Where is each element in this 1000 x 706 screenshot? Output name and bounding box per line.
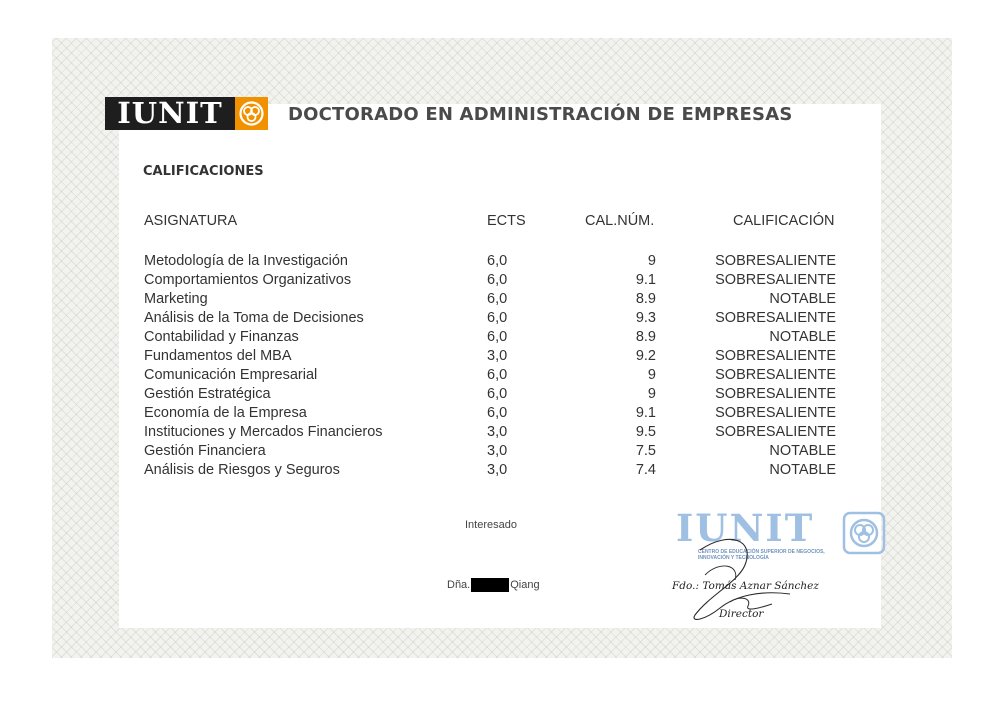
ects-cell: 3,0	[487, 424, 508, 440]
ects-cell: 6,0	[487, 329, 508, 345]
subject-cell: Fundamentos del MBA	[144, 348, 292, 364]
grade-cell: SOBRESALIENTE	[715, 348, 836, 364]
table-row	[0, 252, 1000, 271]
ects-cell: 6,0	[487, 310, 508, 326]
table-row	[0, 366, 1000, 385]
student-prefix: Dña.	[447, 579, 471, 591]
document-title: DOCTORADO EN ADMINISTRACIÓN DE EMPRESAS	[288, 104, 793, 125]
numeric-grade-cell: 9.3	[635, 310, 656, 326]
grade-cell: NOTABLE	[769, 462, 836, 478]
student-name: Qiang	[510, 579, 540, 591]
subject-cell: Gestión Estratégica	[144, 386, 271, 402]
subject-cell: Economía de la Empresa	[144, 405, 307, 421]
table-row	[0, 404, 1000, 423]
subject-cell: Contabilidad y Finanzas	[144, 329, 299, 345]
numeric-grade-cell: 8.9	[635, 329, 656, 345]
numeric-grade-cell: 9.1	[635, 272, 656, 288]
column-header-subject: ASIGNATURA	[144, 213, 238, 229]
ects-cell: 6,0	[487, 386, 508, 402]
table-row	[0, 309, 1000, 328]
grade-cell: SOBRESALIENTE	[715, 310, 836, 326]
subject-cell: Instituciones y Mercados Financieros	[144, 424, 383, 440]
numeric-grade-cell: 9	[647, 367, 656, 383]
stamp-emblem-icon	[842, 511, 886, 555]
ects-cell: 3,0	[487, 462, 508, 478]
subject-cell: Marketing	[144, 291, 208, 307]
ects-cell: 6,0	[487, 405, 508, 421]
numeric-grade-cell: 9	[647, 253, 656, 269]
table-row	[0, 442, 1000, 461]
table-row	[0, 347, 1000, 366]
student-name-line	[447, 578, 540, 592]
grade-cell: NOTABLE	[769, 443, 836, 459]
logo-wordmark: IUNIT	[105, 97, 235, 130]
signed-by: Fdo.: Tomás Aznar Sánchez	[672, 580, 819, 592]
column-header-ects: ECTS	[487, 213, 526, 229]
ects-cell: 3,0	[487, 348, 508, 364]
ects-cell: 6,0	[487, 367, 508, 383]
table-row	[0, 328, 1000, 347]
column-header-grade: CALIFICACIÓN	[733, 213, 835, 229]
table-row	[0, 461, 1000, 480]
signer-role: Director	[719, 608, 764, 620]
ects-cell: 3,0	[487, 443, 508, 459]
numeric-grade-cell: 9	[647, 386, 656, 402]
grade-cell: SOBRESALIENTE	[715, 424, 836, 440]
grade-cell: SOBRESALIENTE	[715, 272, 836, 288]
numeric-grade-cell: 9.5	[635, 424, 656, 440]
subject-cell: Gestión Financiera	[144, 443, 266, 459]
ects-cell: 6,0	[487, 291, 508, 307]
subject-cell: Metodología de la Investigación	[144, 253, 348, 269]
iunit-logo	[105, 97, 268, 130]
table-row	[0, 290, 1000, 309]
subject-cell: Análisis de la Toma de Decisiones	[144, 310, 364, 326]
grade-cell: SOBRESALIENTE	[715, 386, 836, 402]
redaction-block	[471, 578, 509, 592]
subject-cell: Análisis de Riesgos y Seguros	[144, 462, 340, 478]
ects-cell: 6,0	[487, 272, 508, 288]
interested-label: Interesado	[465, 519, 517, 531]
table-row	[0, 271, 1000, 290]
subject-cell: Comportamientos Organizativos	[144, 272, 352, 288]
grade-cell: SOBRESALIENTE	[715, 253, 836, 269]
numeric-grade-cell: 7.5	[635, 443, 656, 459]
numeric-grade-cell: 7.4	[635, 462, 656, 478]
subject-cell: Comunicación Empresarial	[144, 367, 318, 383]
table-row	[0, 385, 1000, 404]
numeric-grade-cell: 8.9	[635, 291, 656, 307]
grade-cell: SOBRESALIENTE	[715, 367, 836, 383]
numeric-grade-cell: 9.1	[635, 405, 656, 421]
table-row	[0, 423, 1000, 442]
numeric-grade-cell: 9.2	[635, 348, 656, 364]
ects-cell: 6,0	[487, 253, 508, 269]
stamp-subtitle: CENTRO DE EDUCACIÓN SUPERIOR DE NEGOCIOS, INNOVACIÓN Y TECNOLOGÍA	[698, 549, 825, 561]
grade-cell: NOTABLE	[769, 329, 836, 345]
stamp-wordmark: IUNIT	[676, 506, 815, 550]
section-title: CALIFICACIONES	[143, 164, 264, 179]
column-header-numeric: CAL.NÚM.	[585, 213, 655, 229]
logo-badge-icon	[235, 97, 268, 130]
grade-cell: NOTABLE	[769, 291, 836, 307]
grade-cell: SOBRESALIENTE	[715, 405, 836, 421]
